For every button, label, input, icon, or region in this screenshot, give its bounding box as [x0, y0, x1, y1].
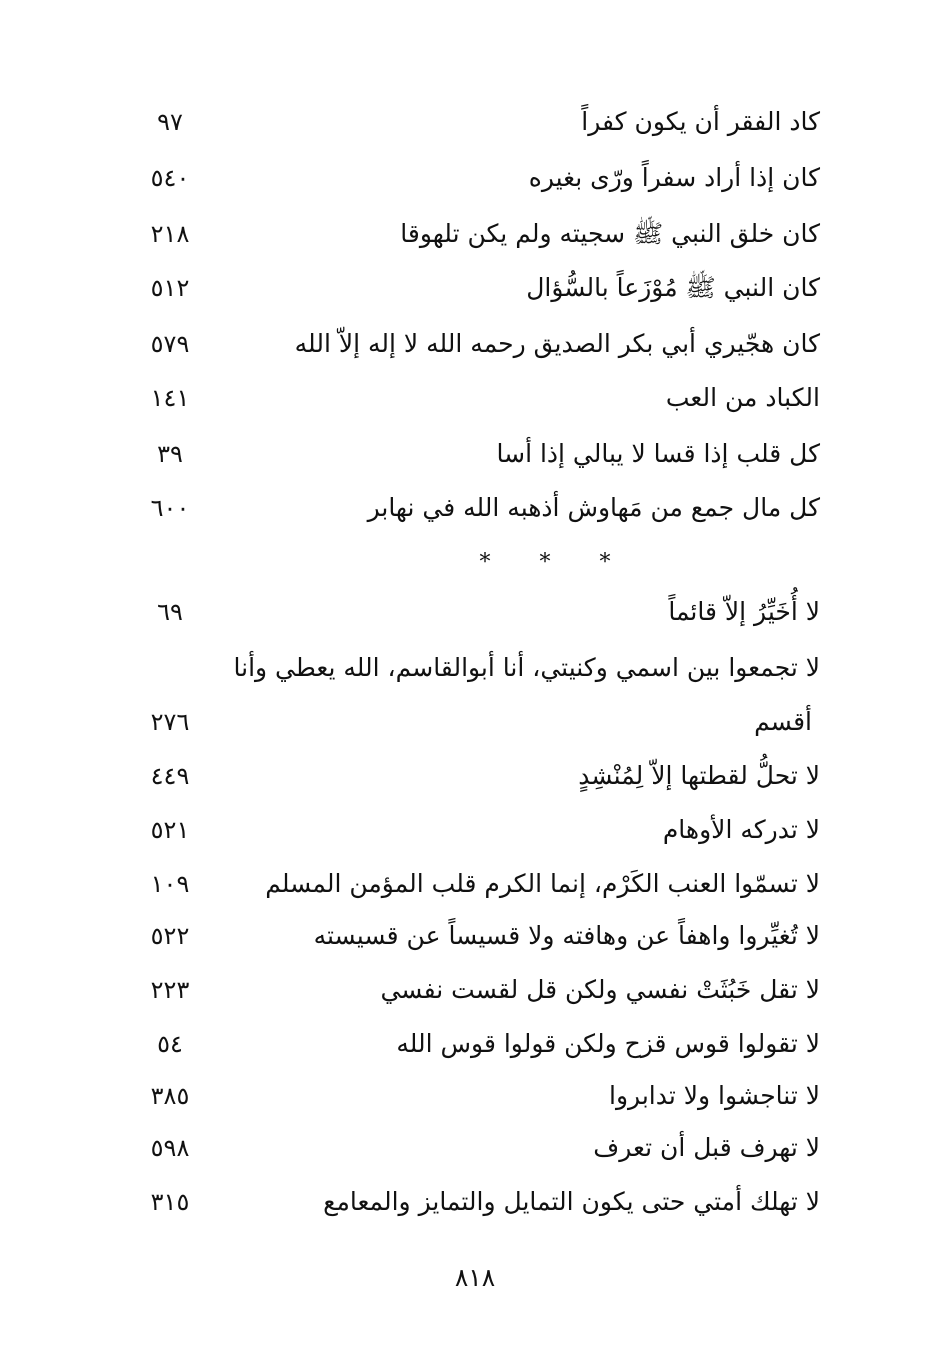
entry-page-number: ١٤١: [150, 384, 190, 412]
entry-text: لا تناجشوا ولا تدابروا: [609, 1081, 820, 1110]
entry-text: كل مال جمع من مَهاوش أذهبه الله في نهابر: [367, 493, 820, 522]
index-entry: [130, 486, 820, 530]
index-entry: [130, 1126, 820, 1170]
index-entry: [130, 156, 820, 200]
entry-page-number: ٥٢٢: [150, 922, 190, 950]
index-entry: [130, 1074, 820, 1118]
entry-text: لا تهلك أمتي حتى يكون التمايل والتمايز والمعامع: [323, 1187, 820, 1216]
entry-page-number: ٣١٥: [150, 1188, 190, 1216]
entry-page-number: ١٠٩: [150, 870, 190, 898]
entry-text: لا تدركه الأوهام: [662, 815, 820, 844]
entry-page-number: ٦٠٠: [150, 494, 190, 522]
entry-text-line-2: أقسم: [754, 707, 812, 736]
entry-text: كان إذا أراد سفراً ورّى بغيره: [528, 163, 820, 192]
index-entry: [130, 914, 820, 958]
entry-text: لا أُخَيِّرُ إلاّ قائماً: [668, 597, 820, 626]
entry-text: كان النبي ﷺ مُوْزَعاً بالسُّؤال: [526, 273, 820, 302]
entry-page-number: ٥٤٠: [150, 164, 190, 192]
index-entry: [130, 376, 820, 420]
entry-page-number: ٢١٨: [150, 220, 190, 248]
index-entry: [130, 212, 820, 256]
entry-text: الكباد من العب: [665, 383, 820, 412]
entry-text: لا تحلُّ لقطتها إلاّ لِمُنْشِدٍ: [578, 761, 820, 790]
index-entry: [130, 754, 820, 798]
entry-page-number: ٥٤: [157, 1030, 183, 1058]
entry-text: كان هجّيري أبي بكر الصديق رحمه الله لا إله إلاّ الله: [294, 329, 820, 358]
entry-page-number: ٤٤٩: [150, 762, 190, 790]
asterisk: *: [479, 550, 491, 575]
index-entry: [130, 432, 820, 476]
entry-page-number: ٣٨٥: [150, 1082, 190, 1110]
index-entry: [130, 1180, 820, 1224]
section-separator: [470, 548, 620, 578]
entry-page-number: ٥١٢: [150, 274, 190, 302]
entry-text: لا تهرف قبل أن تعرف: [593, 1133, 820, 1162]
entry-page-number: ٢٧٦: [150, 708, 190, 736]
entry-text: لا تسمّوا العنب الكَرْم، إنما الكرم قلب المؤمن المسلم: [265, 869, 820, 898]
entry-text: لا تُغيِّروا واهفاً عن وهافته ولا قسيساً عن قسيسته: [313, 921, 820, 950]
entry-page-number: ٣٩: [157, 440, 183, 468]
index-entry: [130, 100, 820, 144]
index-entry: [130, 590, 820, 634]
entry-page-number: ٩٧: [157, 108, 183, 136]
entry-page-number: ٥٩٨: [150, 1134, 190, 1162]
entry-text: كان خلق النبي ﷺ سجيته ولم يكن تلهوقا: [400, 219, 820, 248]
index-entry: [130, 266, 820, 310]
index-entry: [130, 1022, 820, 1066]
entry-text: لا تقولوا قوس قزح ولكن قولوا قوس الله: [396, 1029, 820, 1058]
entry-text: كل قلب إذا قسا لا يبالي إذا أسا: [496, 439, 820, 468]
entry-text: كاد الفقر أن يكون كفراً: [581, 107, 820, 136]
asterisk: *: [599, 550, 611, 575]
entry-page-number: ٥٢١: [150, 816, 190, 844]
entry-text-line-1: لا تجمعوا بين اسمي وكنيتي، أنا أبوالقاسم، الله يعطي وأنا: [233, 653, 820, 682]
asterisk: *: [539, 550, 551, 575]
entry-page-number: ٢٢٣: [150, 976, 190, 1004]
page-number: ٨١٨: [454, 1263, 496, 1292]
entry-page-number: ٦٩: [157, 598, 183, 626]
index-entry: [130, 700, 820, 744]
index-entry: [130, 862, 820, 906]
entry-page-number: ٥٧٩: [150, 330, 190, 358]
entry-text: لا تقل خَبُثَتْ نفسي ولكن قل لقست نفسي: [380, 975, 820, 1004]
index-entry: [130, 808, 820, 852]
index-entry: [130, 968, 820, 1012]
index-entry: [130, 322, 820, 366]
